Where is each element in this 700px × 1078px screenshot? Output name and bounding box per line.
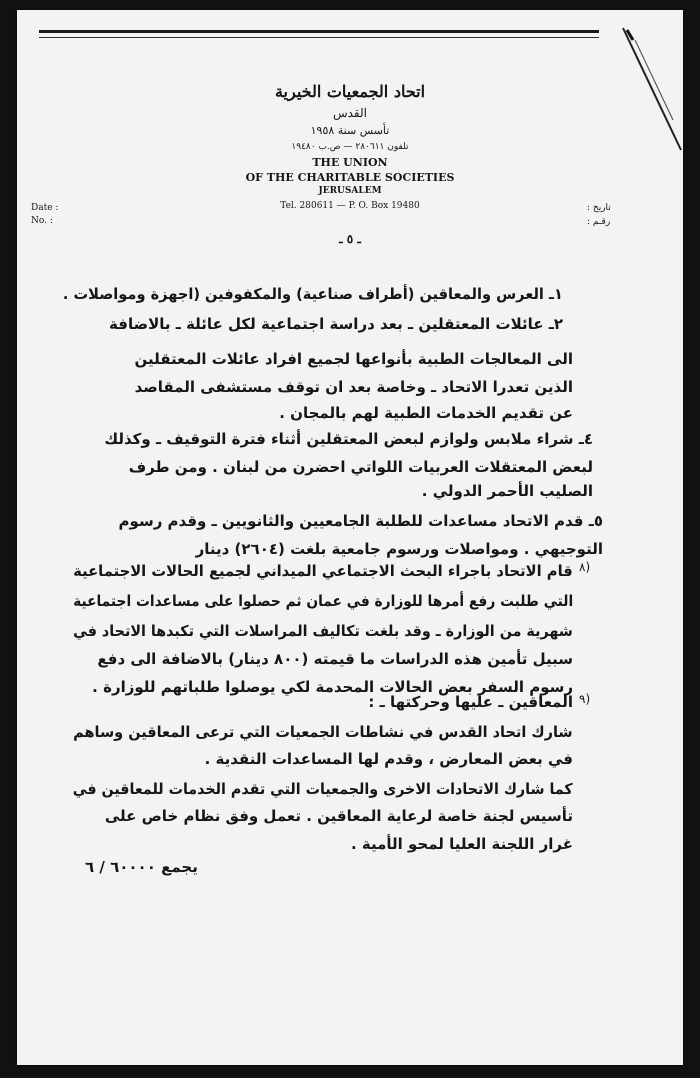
body-line: ٢ـ عائلات المعتقلين ـ بعد دراسة اجتماعية لكل عائلة ـ بالاضافة bbox=[109, 315, 563, 333]
no-label-arabic: رقـم : bbox=[587, 217, 611, 227]
body-line: التي طلبت رفع أمرها للوزارة في عمان ثم حصلوا على مساعدات اجتماعية bbox=[72, 592, 573, 610]
body-line: رسوم السفر بعض الحالات المحدمة لكي يوصلوا طلباتهم للوزارة . bbox=[92, 678, 573, 696]
body-line: غرار اللجنة العليا لمحو الأمية . bbox=[350, 835, 573, 853]
body-line: لبعض المعتقلات العربيات اللواتي احضرن من لبنان . ومن طرف bbox=[128, 458, 593, 476]
header-rule bbox=[39, 30, 599, 33]
section-number: ٩) bbox=[579, 692, 591, 706]
body-line: شهرية من الوزارة ـ وقد بلغت تكاليف المراسلات التي تكبدها الاتحاد في bbox=[73, 622, 573, 640]
section-number: ٨) bbox=[579, 560, 591, 574]
org-name-english-1: THE UNION bbox=[312, 156, 388, 169]
header-rule-thin bbox=[39, 37, 599, 38]
document-page bbox=[17, 10, 683, 1065]
body-line: ١ـ العرس والمعاقين (أطراف صناعية) والمكفوفين (اجهزة ومواصلات . bbox=[63, 285, 563, 303]
body-line: في بعض المعارض ، وقدم لها المساعدات النقدية . bbox=[204, 750, 573, 768]
page-marker: ـ ٥ ـ bbox=[339, 232, 361, 246]
no-label-english: No. : bbox=[31, 216, 53, 226]
contact-arabic: تلفون ٢٨٠٦١١ — ص.ب ١٩٤٨٠ bbox=[291, 142, 409, 152]
body-line: الى المعالجات الطبية بأنواعها لجميع افراد عائلات المعتقلين bbox=[134, 350, 573, 368]
total-line: يجمع ٦٠٠٠٠ / ٦ bbox=[85, 858, 198, 876]
body-line: سبيل تأمين هذه الدراسات ما قيمته (٨٠٠ دينار) بالاضافة الى دفع bbox=[97, 650, 573, 668]
contact-english: Tel. 280611 — P. O. Box 19480 bbox=[280, 201, 420, 211]
body-line: قام الاتحاد باجراء البحث الاجتماعي الميداني لجميع الحالات الاجتماعية bbox=[73, 562, 573, 580]
body-line: كما شارك الاتحادات الاخرى والجمعيات التي تقدم الخدمات للمعاقين في bbox=[73, 780, 573, 798]
date-label-english: Date : bbox=[31, 203, 59, 213]
city-english: JERUSALEM bbox=[318, 186, 382, 196]
org-name-arabic: اتحاد الجمعيات الخيرية bbox=[274, 82, 426, 101]
body-line: الصليب الأحمر الدولي . bbox=[421, 482, 593, 500]
body-line: تأسيس لجنة خاصة لرعاية المعاقين . تعمل وفق نظام خاص على bbox=[104, 807, 573, 825]
body-line: المعاقين ـ عليها وحركتها ـ : bbox=[368, 693, 573, 711]
org-name-english-2: OF THE CHARITABLE SOCIETIES bbox=[245, 171, 455, 184]
date-label-arabic: تاريخ : bbox=[587, 203, 611, 213]
body-line: الذين تعدرا الاتحاد ـ وخاصة بعد ان توقف مستشفى المقاصد bbox=[134, 378, 573, 396]
body-line: عن تقديم الخدمات الطبية لهم بالمجان . bbox=[279, 404, 573, 422]
body-line: ٤ـ شراء ملابس ولوازم لبعض المعتقلين أثناء فترة التوقيف ـ وكذلك bbox=[104, 430, 593, 448]
body-line: التوجيهي . ومواصلات ورسوم جامعية بلغت (٢٦٠٤) دينار bbox=[195, 540, 603, 558]
founded-arabic: تأسس سنة ١٩٥٨ bbox=[310, 124, 390, 137]
body-line: شارك اتحاد القدس في نشاطات الجمعيات التي ترعى المعاقين وساهم bbox=[73, 723, 573, 741]
body-line: ٥ـ قدم الاتحاد مساعدات للطلبة الجامعيين والثانويين ـ وقدم رسوم bbox=[118, 512, 603, 530]
city-arabic: القدس bbox=[332, 106, 367, 120]
